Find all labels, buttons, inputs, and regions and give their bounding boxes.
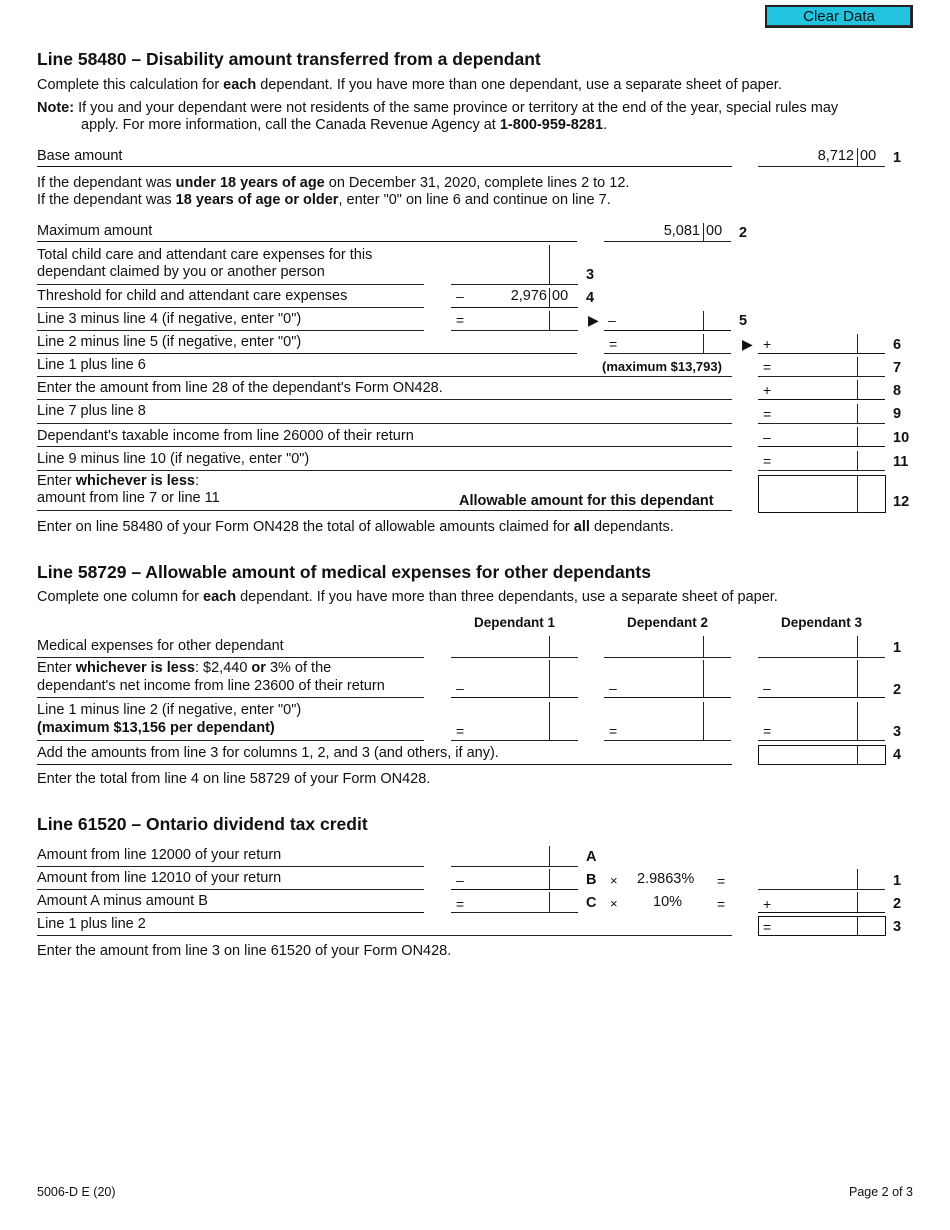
base-amount-cents: 00 <box>860 148 877 164</box>
line8-label: Enter the amount from line 28 of the dependant's Form ON428. <box>37 380 443 396</box>
condition-under-18: If the dependant was under 18 years of age on December 31, 2020, complete lines 2 to 12. <box>37 175 630 191</box>
dependant1-line3-input[interactable] <box>451 740 578 741</box>
line-number: 11 <box>893 454 909 470</box>
line-number: 1 <box>893 640 902 656</box>
line7-input[interactable] <box>758 376 885 377</box>
line10-input[interactable] <box>758 446 885 447</box>
line-number: 4 <box>893 747 902 763</box>
maximum-amount-cents: 00 <box>706 223 723 239</box>
line3-input[interactable] <box>451 284 578 285</box>
dependant2-line1-input[interactable] <box>604 657 731 658</box>
line3-label-1: Total child care and attendant care expenses for this <box>37 247 373 263</box>
dividend-line3-input[interactable] <box>758 916 886 936</box>
arrow-right-icon: ▶ <box>588 312 599 328</box>
section3-footer: Enter the amount from line 3 on line 61520 of your Form ON428. <box>37 943 452 959</box>
section2-footer: Enter the total from line 4 on line 58729 of your Form ON428. <box>37 771 431 787</box>
rate-b: 2.9863% <box>637 871 695 887</box>
dividend-line1-input[interactable] <box>758 889 885 890</box>
page-number: Page 2 of 3 <box>849 1185 913 1199</box>
line9-input[interactable] <box>758 423 885 424</box>
section1-footer: Enter on line 58480 of your Form ON428 the total of allowable amounts claimed for all dependants. <box>37 519 674 535</box>
line-number: 6 <box>893 337 902 353</box>
section-title-61520: Line 61520 – Ontario dividend tax credit <box>37 814 368 834</box>
line-number: 5 <box>739 313 748 329</box>
line-number: 4 <box>586 290 595 306</box>
line5-input[interactable] <box>604 330 731 331</box>
rate-c: 10% <box>653 894 683 910</box>
dependant3-line1-input[interactable] <box>758 657 885 658</box>
section-intro: Complete one column for each dependant. If you have more than three dependants, use a separate sheet of paper. <box>37 589 778 605</box>
base-amount-dollars: 8,712 <box>817 148 854 164</box>
line10-label: Dependant's taxable income from line 26000 of their return <box>37 428 414 444</box>
line-number: 8 <box>893 383 902 399</box>
line-number: 3 <box>893 724 902 740</box>
dependant1-line1-input[interactable] <box>451 657 578 658</box>
line-number: 3 <box>586 267 595 283</box>
letter-a: A <box>586 849 597 865</box>
line-number: 12 <box>893 494 910 510</box>
dividend-line3-label: Line 1 plus line 2 <box>37 916 146 932</box>
medical-line4-label: Add the amounts from line 3 for columns 1, 2, and 3 (and others, if any). <box>37 745 499 761</box>
line5-calc[interactable] <box>451 330 578 331</box>
dividend-c-label: Amount A minus amount B <box>37 893 208 909</box>
dividend-b-label: Amount from line 12010 of your return <box>37 870 282 886</box>
maximum-amount-label: Maximum amount <box>37 223 153 239</box>
column-header-dependant-1: Dependant 1 <box>473 615 555 630</box>
medical-line1-label: Medical expenses for other dependant <box>37 638 284 654</box>
line7-label: Line 1 plus line 6 <box>37 357 146 373</box>
dependant1-line2-input[interactable] <box>451 697 578 698</box>
line-number: 9 <box>893 406 902 422</box>
line6-label: Line 2 minus line 5 (if negative, enter "0") <box>37 334 302 350</box>
line6-calc[interactable] <box>604 353 731 354</box>
dependant2-line3-input[interactable] <box>604 740 731 741</box>
medical-line3-label-1: Line 1 minus line 2 (if negative, enter "0") <box>37 702 302 718</box>
letter-c: C <box>586 895 597 911</box>
line12-label-1: Enter whichever is less: <box>37 473 200 489</box>
line-number: 2 <box>893 896 902 912</box>
line-number: 10 <box>893 430 910 446</box>
base-amount-label: Base amount <box>37 148 123 164</box>
line11-label: Line 9 minus line 10 (if negative, enter "0") <box>37 451 310 467</box>
medical-line4-input[interactable] <box>758 745 886 765</box>
line12-label-2: amount from line 7 or line 11 <box>37 490 220 506</box>
line-number: 2 <box>739 225 748 241</box>
section-title-58729: Line 58729 – Allowable amount of medical expenses for other dependants <box>37 562 651 582</box>
maximum-amount-dollars: 5,081 <box>663 223 700 239</box>
dependant3-line2-input[interactable] <box>758 697 885 698</box>
line12-input[interactable] <box>758 475 886 513</box>
line-number: 1 <box>893 150 902 166</box>
line11-input[interactable] <box>758 470 885 471</box>
line7-maximum: (maximum $13,793) <box>602 359 722 374</box>
dependant3-line3-input[interactable] <box>758 740 885 741</box>
medical-line2-label-1: Enter whichever is less: $2,440 or 3% of the <box>37 660 332 676</box>
line3-label-2: dependant claimed by you or another person <box>37 264 325 280</box>
clear-data-button[interactable]: Clear Data <box>765 5 913 28</box>
note-line-2: apply. For more information, call the Canada Revenue Agency at 1-800-959-8281. <box>81 117 608 133</box>
line-number: 3 <box>893 919 902 935</box>
line4-cents: 00 <box>552 288 569 304</box>
medical-line3-label-2: (maximum $13,156 per dependant) <box>37 720 275 736</box>
section-title-58480: Line 58480 – Disability amount transferred from a dependant <box>37 49 541 69</box>
line6-input[interactable] <box>758 353 885 354</box>
letter-b: B <box>586 872 597 888</box>
dependant2-line2-input[interactable] <box>604 697 731 698</box>
line5-label: Line 3 minus line 4 (if negative, enter "0") <box>37 311 302 327</box>
line-number: 7 <box>893 360 902 376</box>
line-number: 2 <box>893 682 902 698</box>
allowable-amount-label: Allowable amount for this dependant <box>459 493 714 509</box>
form-code: 5006-D E (20) <box>37 1185 116 1199</box>
section-intro: Complete this calculation for each dependant. If you have more than one dependant, use a separate sheet of paper. <box>37 77 782 93</box>
dividend-c-input[interactable] <box>451 912 578 913</box>
line9-label: Line 7 plus line 8 <box>37 403 146 419</box>
line8-input[interactable] <box>758 399 885 400</box>
dividend-line2-input[interactable] <box>758 912 885 913</box>
line4-label: Threshold for child and attendant care expenses <box>37 288 348 304</box>
line-number: 1 <box>893 873 902 889</box>
dividend-a-label: Amount from line 12000 of your return <box>37 847 282 863</box>
note-line-1: Note: If you and your dependant were not residents of the same province or territory at the end of the year, special rules may <box>37 100 839 116</box>
line4-dollars: 2,976 <box>510 288 547 304</box>
column-header-dependant-3: Dependant 3 <box>780 615 862 630</box>
dividend-b-input[interactable] <box>451 889 578 890</box>
arrow-right-icon: ▶ <box>742 336 753 352</box>
condition-18-or-older: If the dependant was 18 years of age or older, enter "0" on line 6 and continue on line 7. <box>37 192 611 208</box>
dividend-a-input[interactable] <box>451 866 578 867</box>
column-header-dependant-2: Dependant 2 <box>626 615 708 630</box>
medical-line2-label-2: dependant's net income from line 23600 of their return <box>37 678 385 694</box>
